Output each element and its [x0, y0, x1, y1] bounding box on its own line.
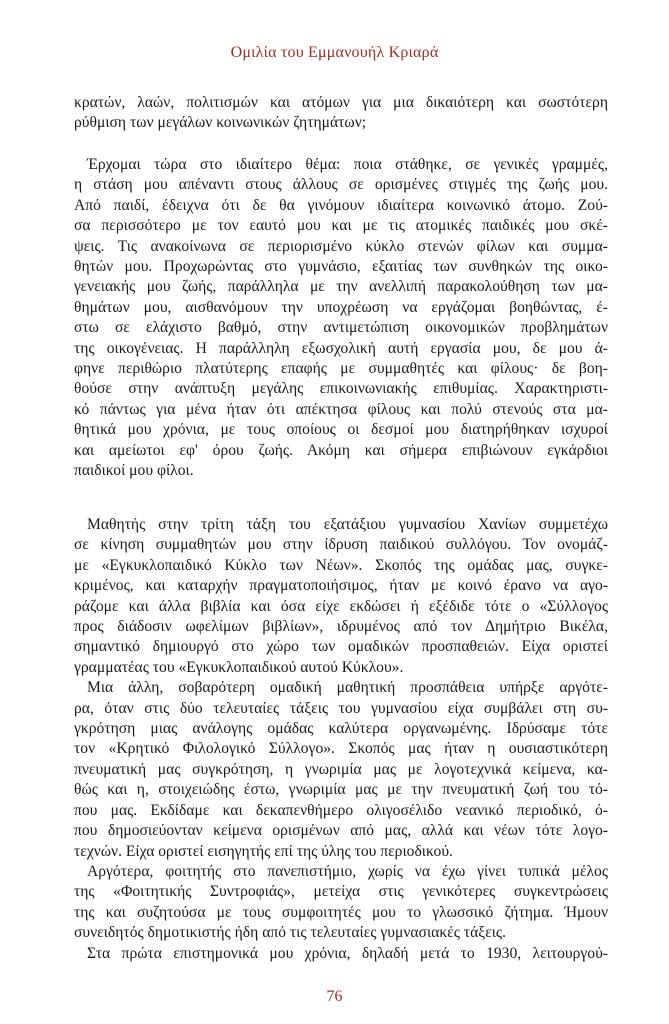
text-line: της οικογένειας. Η παράλληλη εξωσχολική αυτή εργασία μου, δε μου ά-	[74, 339, 608, 357]
text-line: Από παιδί, έδειχνα ότι δε θα γινόμουν ιδιαίτερα κοινωνικό άτομο. Ζού-	[74, 196, 608, 214]
text-line: κριμένος, και καταρχήν πραγματοποιήσιμος, ήταν με κοινό έρανο να αγο-	[74, 577, 608, 595]
text-line: θούσε στην ανάπτυξη μεγάλης επικοινωνιακής επιθυμίας. Χαρακτηριστι-	[74, 380, 608, 398]
text-line: θώς και η, στοιχειώδης έστω, γνωριμία μας με την πνευματική ζωή του τό-	[74, 781, 608, 799]
text-line: συνειδητός δημοτικιστής ήδη από τις τελευταίες γυμνασιακές τάξεις.	[74, 924, 507, 942]
text-line: παιδικοί μου φίλοι.	[74, 462, 194, 480]
paragraph-group	[74, 515, 608, 964]
text-line: ψεις. Τις ανακοίνωνα σε περιορισμένο κύκλο στενών φίλων και συμμα-	[74, 237, 608, 255]
text-line: γραμματέας του «Εγκυκλοπαιδικού αυτού Κύκλου».	[74, 658, 404, 676]
text-line: με «Εγκυκλοπαιδικό Κύκλο των Νέων». Σκοπός της ομάδας μας, συγκε-	[74, 556, 608, 574]
text-line: και αμείωτοι εφ' όρου ζωής. Ακόμη και σήμερα επιβιώνουν εγκάρδιοι	[74, 441, 608, 459]
text-line: Αργότερα, φοιτητής στο πανεπιστήμιο, χωρίς να έχω γίνει τυπικά μέλος	[87, 862, 608, 880]
text-line: ράζομε και άλλα βιβλία και όσα είχε εκδώσει ή εξέδιδε τότε ο «Σύλλογος	[74, 597, 608, 615]
text-line: τον «Κρητικό Φιλολογικό Σύλλογο». Σκοπός μας ήταν η ουσιαστικότερη	[74, 740, 608, 758]
text-line: γκρότηση μιας ανάλογης ομάδας καλύτερα οργανωμένης. Ιδρύσαμε τότε	[74, 720, 608, 738]
page-number: 76	[326, 988, 343, 1005]
text-line: πνευματική μας συγκρότηση, η γνωριμία μας με λογοτεχνικά κείμενα, κα-	[74, 760, 608, 778]
text-line: τεχνών. Είχα οριστεί εισηγητής επί της ύλης του περιοδικού.	[74, 842, 453, 860]
text-line: που δημοσιεύονταν κείμενα ορισμένων από μας, αλλά και νέων τότε λογο-	[74, 822, 608, 840]
text-line: προς διάδοσιν ωφελίμων βιβλίων», ιδρυμένος από τον Δημήτριο Βικέλα,	[74, 618, 608, 636]
text-line: Έρχομαι τώρα στο ιδιαίτερο θέμα: ποια στάθηκε, σε γενικές γραμμές,	[87, 156, 608, 173]
text-line: θημάτων μου, αισθανόμουν την υποχρέωση να εργάζομαι βοηθώντας, έ-	[74, 298, 608, 316]
text-line: σημαντικό δημιουργό στο χώρο των ομαδικών προσπαθειών. Είχα οριστεί	[74, 638, 608, 656]
text-line: γενειακής μου ζωής, παράλληλα με την ανελλιπή παρακολούθηση των μα-	[74, 278, 608, 296]
text-line: ρύθμιση των μεγάλων κοινωνικών ζητημάτων;	[74, 114, 367, 132]
text-line: σε κίνηση συμμαθητών μου στην ίδρυση παιδικού συλλόγου. Τον ονομάζ-	[74, 536, 608, 554]
text-line: που μας. Εκδίδαμε και δεκαπενθήμερο ολιγοσέλιδο νεανικό περιοδικό, ό-	[74, 801, 608, 819]
text-line: Στα πρώτα επιστημονικά μου χρόνια, δηλαδή μετά το 1930, λειτουργού-	[87, 944, 608, 962]
text-line: της και συζητούσα με τους συμφοιτητές μου το γλωσσικό ζήτημα. Ήμουν	[74, 903, 608, 921]
text-line: Μια άλλη, σοβαρότερη ομαδική μαθητική προσπάθεια υπήρξε αργότε-	[87, 679, 608, 697]
text-line: θητικά μου χρόνια, με τους οποίους οι δεσμοί μου διατηρήθηκαν ισχυροί	[74, 421, 608, 439]
text-line: κρατών, λαών, πολιτισμών και ατόμων για μια δικαιότερη και σωστότερη	[74, 94, 608, 111]
running-header: Ομιλία του Εμμανουήλ Κριαρά	[230, 44, 439, 61]
text-line: σα περισσότερο με τον εαυτό μου και με τις ατομικές παιδικές μου σκέ-	[74, 217, 608, 235]
text-line: κό πάντως για μένα ήταν ότι απέκτησα φίλους και πολύ στενούς στα μα-	[74, 400, 608, 418]
text-line: φηνε περιθώριο πλατύτερης επαφής με συμμαθητές και φίλους· δε βοη-	[74, 360, 608, 378]
text-line: της «Φοιτητικής Συντροφιάς», μετείχα στις γενικότερες συγκεντρώσεις	[74, 883, 608, 901]
paragraph-intro	[74, 93, 608, 134]
text-line: ρα, όταν στις δύο τελευταίες τάξεις του γυμνασίου είχα συμβάλει στη συ-	[74, 699, 608, 717]
paragraph-personal-stance	[74, 155, 608, 482]
text-line: Μαθητής στην τρίτη τάξη του εξατάξιου γυμνασίου Χανίων συμμετέχω	[87, 516, 608, 533]
text-line: θητών μου. Προχωρώντας στο γυμνάσιο, εξαιτίας των συνθηκών της οικο-	[74, 258, 608, 276]
text-line: η στάση μου απέναντι στους άλλους σε ορισμένες στιγμές της ζωής μου.	[74, 176, 608, 194]
text-line: στω σε ελάχιστο βαθμό, στην αντιμετώπιση οικονομικών προβλημάτων	[74, 319, 608, 337]
